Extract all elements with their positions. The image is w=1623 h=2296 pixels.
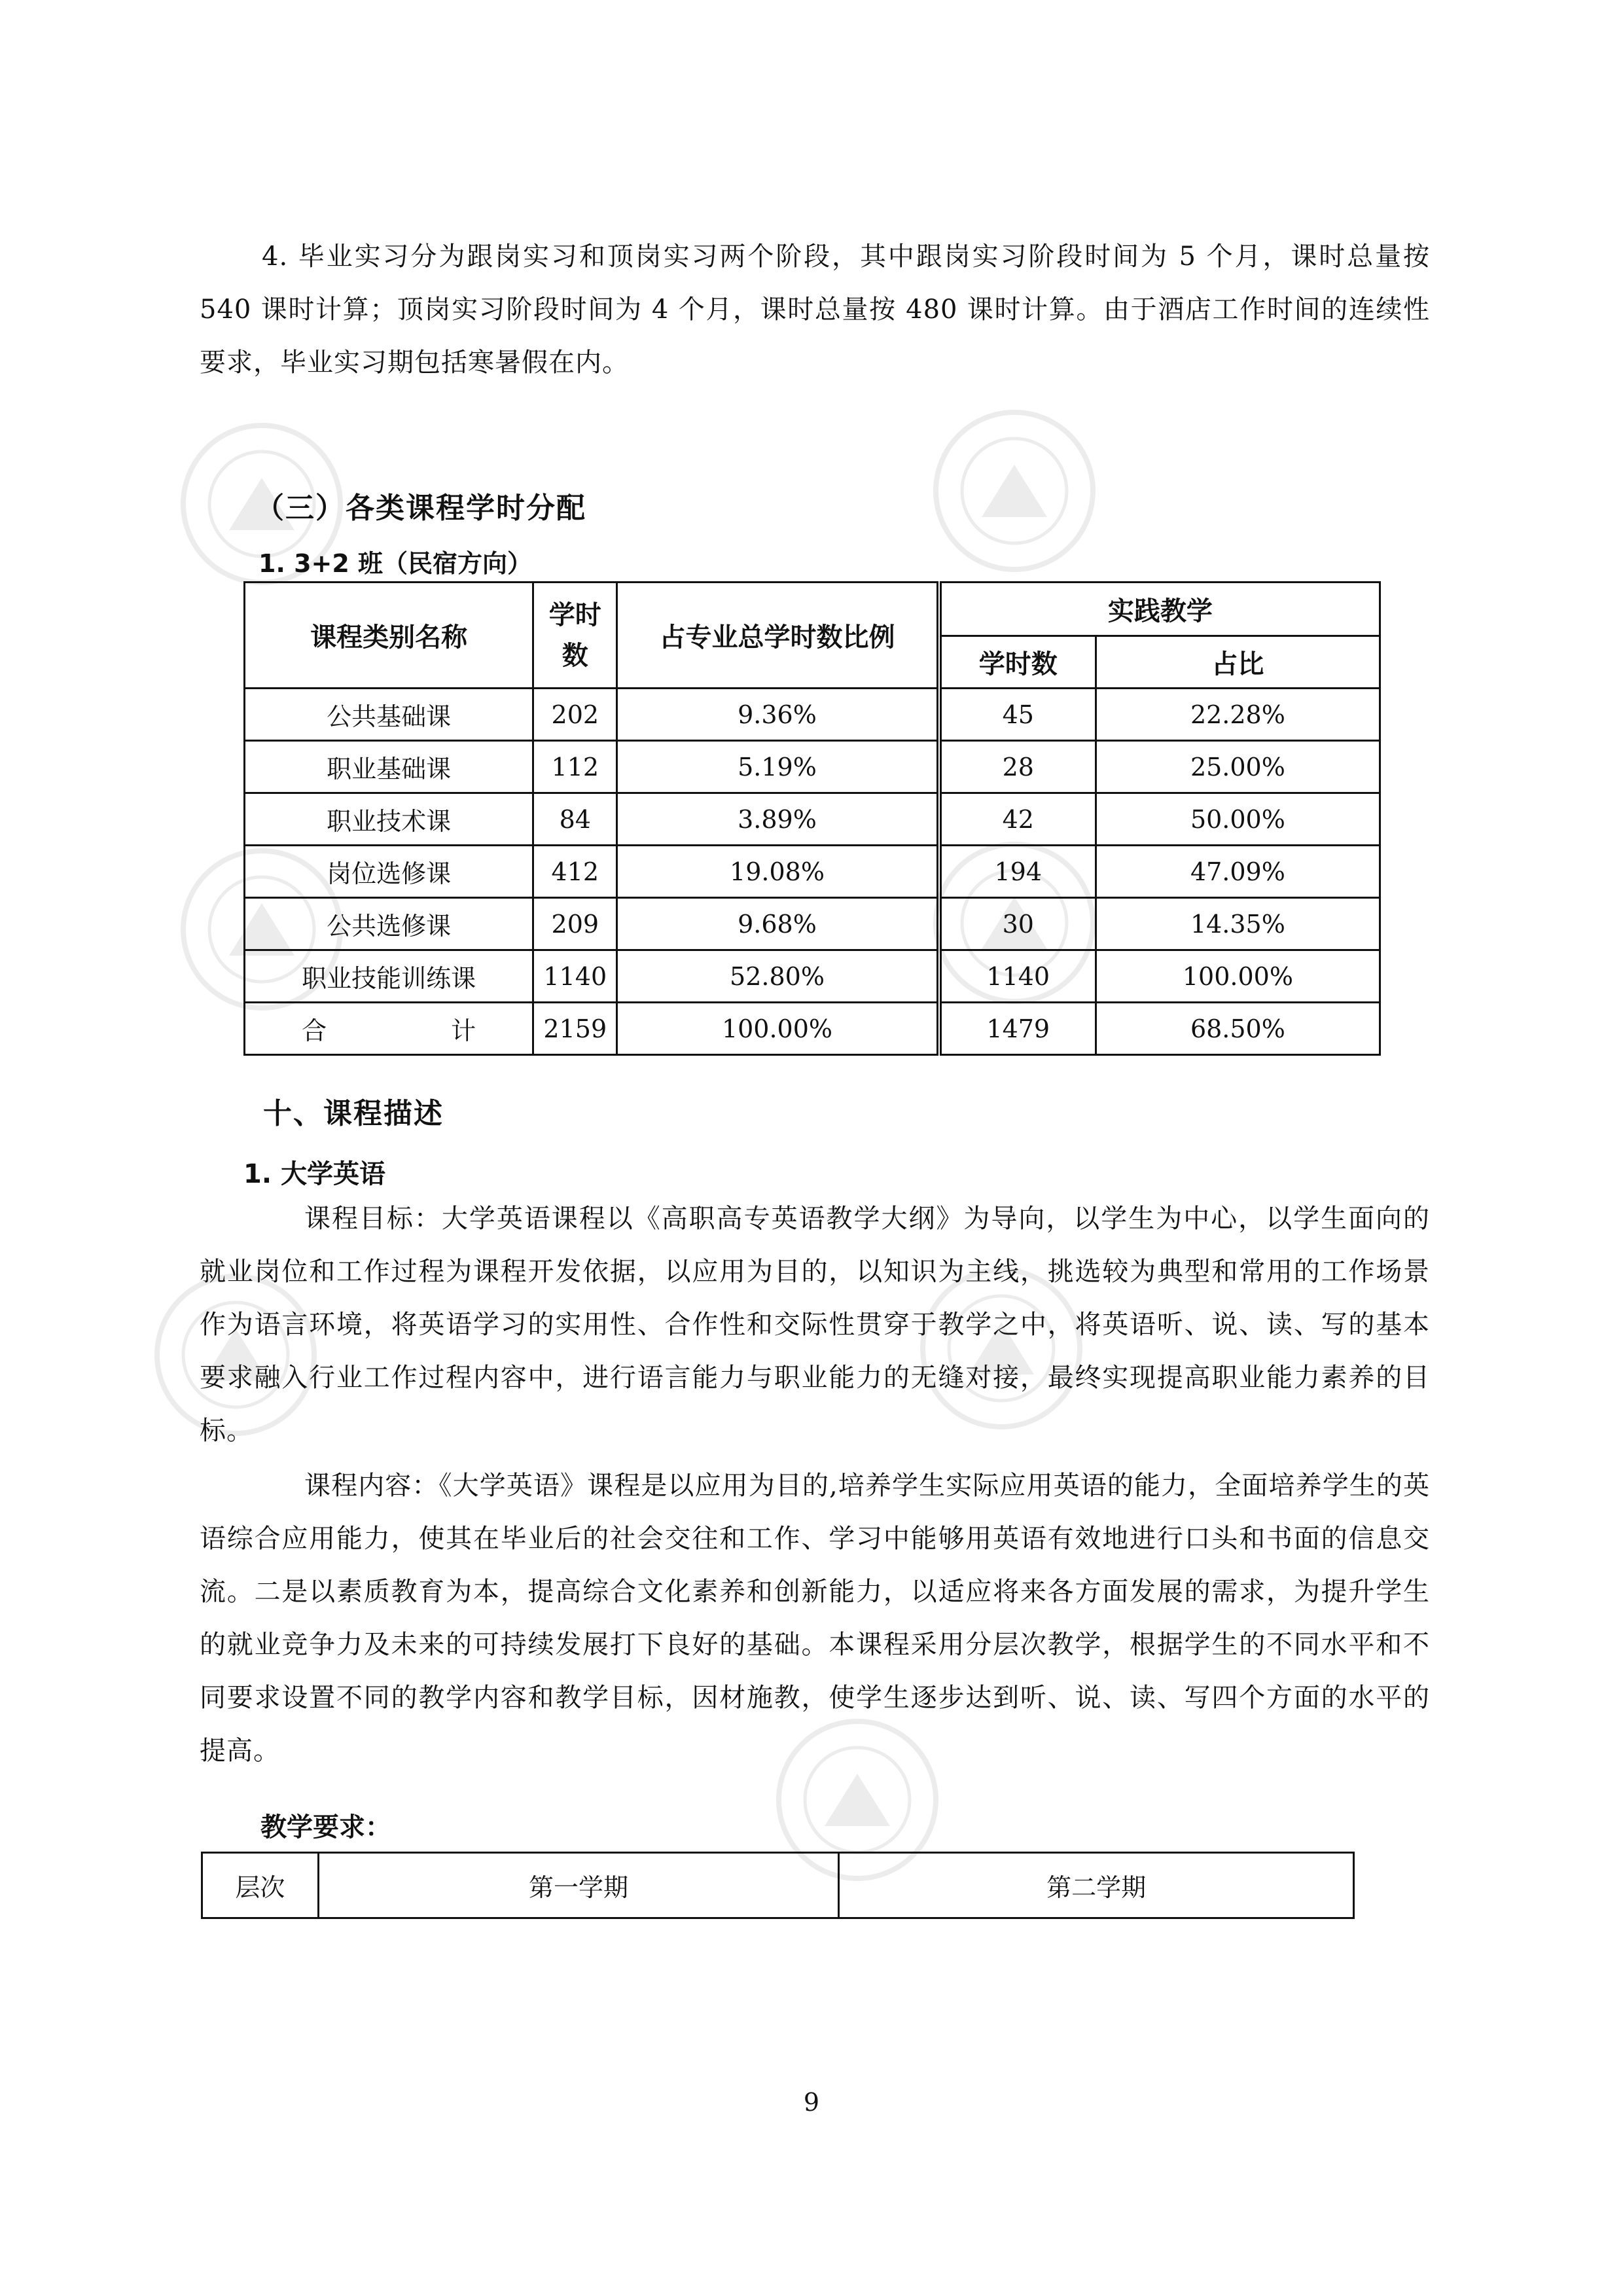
cell-name: 公共选修课 <box>245 898 533 950</box>
course-content-paragraph: 课程内容：《大学英语》课程是以应用为目的,培养学生实际应用英语的能力，全面培养学生的英语综合应用能力，使其在毕业后的社会交往和工作、学习中能够用英语有效地进行口头和书面的信息交流。二是以素质教育为本，提高综合文化素养和创新能力，以适应将来各方面发展的需求，为提升学生的就业竞争力及未来的可持续发展打下良好的基础。本课程采用分层次教学，根据学生的不同水平和不同要求设置不同的教学内容和教学目标，因材施教，使学生逐步达到听、说、读、写四个方面的水平的提高。 <box>200 1471 1430 1766</box>
table-row <box>245 898 1380 950</box>
cell-practice-ratio: 14.35% <box>1096 898 1380 950</box>
cell-practice-hours: 194 <box>939 846 1096 898</box>
table-row <box>245 741 1380 793</box>
cell-ratio: 9.68% <box>617 898 939 950</box>
cell-name: 职业技能训练课 <box>245 950 533 1003</box>
cell-hours: 112 <box>533 741 617 793</box>
cell-name: 职业基础课 <box>245 741 533 793</box>
cell-practice-hours: 42 <box>939 793 1096 846</box>
college-seal-watermark <box>929 406 1099 576</box>
cell-ratio: 19.08% <box>617 846 939 898</box>
page-number: 9 <box>803 2088 820 2117</box>
section-10-title: 十、课程描述 <box>263 1097 444 1130</box>
cell-hours: 412 <box>533 846 617 898</box>
header-practice-hours: 学时数 <box>939 636 1096 689</box>
cell-name: 职业技术课 <box>245 793 533 846</box>
table-row <box>245 950 1380 1003</box>
cell-hours: 1140 <box>533 950 617 1003</box>
cell-practice-hours: 45 <box>939 689 1096 741</box>
cell-hours: 2159 <box>533 1003 617 1055</box>
header-term-1: 第一学期 <box>318 1853 839 1918</box>
table-subtitle: 1. 3+2 班（民宿方向） <box>259 549 533 578</box>
cell-ratio: 100.00% <box>617 1003 939 1055</box>
header-term-2: 第二学期 <box>839 1853 1354 1918</box>
cell-practice-hours: 30 <box>939 898 1096 950</box>
header-hours: 学时数 <box>533 583 617 689</box>
cell-practice-ratio: 100.00% <box>1096 950 1380 1003</box>
total-label-right: 计 <box>451 1016 476 1045</box>
course-goal-paragraph: 课程目标：大学英语课程以《高职高专英语教学大纲》为导向，以学生为中心，以学生面向的就业岗位和工作过程为课程开发依据，以应用为目的，以知识为主线，挑选较为典型和常用的工作场景作为语言环境，将英语学习的实用性、合作性和交际性贯穿于教学之中，将英语听、说、读、写的基本要求融入行业工作过程内容中，进行语言能力与职业能力的无缝对接，最终实现提高职业能力素养的目标。 <box>200 1204 1430 1446</box>
cell-practice-ratio: 50.00% <box>1096 793 1380 846</box>
cell-practice-ratio: 47.09% <box>1096 846 1380 898</box>
paragraph-internship: 4. 毕业实习分为跟岗实习和顶岗实习两个阶段，其中跟岗实习阶段时间为 5 个月，课时总量按 540 课时计算；顶岗实习阶段时间为 4 个月，课时总量按 480 课时计算。由于酒店工作时间的连续性要求，毕业实习期包括寒暑假在内。 <box>200 242 1430 378</box>
header-practice: 实践教学 <box>939 583 1380 636</box>
header-ratio: 占专业总学时数比例 <box>617 583 939 689</box>
cell-practice-ratio: 68.50% <box>1096 1003 1380 1055</box>
course-1-title: 1. 大学英语 <box>243 1159 385 1189</box>
cell-ratio: 9.36% <box>617 689 939 741</box>
cell-practice-hours: 1479 <box>939 1003 1096 1055</box>
total-label-left: 合 <box>302 1016 327 1045</box>
teaching-requirements-table <box>201 1852 1355 1919</box>
course-hours-table <box>243 581 1381 1056</box>
cell-practice-ratio: 25.00% <box>1096 741 1380 793</box>
cell-hours: 202 <box>533 689 617 741</box>
cell-hours: 209 <box>533 898 617 950</box>
section-3-title: （三）各类课程学时分配 <box>255 492 586 525</box>
cell-practice-hours: 28 <box>939 741 1096 793</box>
cell-hours: 84 <box>533 793 617 846</box>
teaching-requirements-title: 教学要求： <box>260 1812 391 1842</box>
header-practice-ratio: 占比 <box>1096 636 1380 689</box>
cell-ratio: 3.89% <box>617 793 939 846</box>
cell-name: 岗位选修课 <box>245 846 533 898</box>
table-total-row <box>245 1003 1380 1055</box>
header-level: 层次 <box>202 1853 319 1918</box>
table-row <box>245 846 1380 898</box>
header-category: 课程类别名称 <box>245 583 533 689</box>
cell-ratio: 5.19% <box>617 741 939 793</box>
table-row <box>245 689 1380 741</box>
cell-practice-hours: 1140 <box>939 950 1096 1003</box>
cell-practice-ratio: 22.28% <box>1096 689 1380 741</box>
table-row <box>245 793 1380 846</box>
cell-ratio: 52.80% <box>617 950 939 1003</box>
cell-name: 公共基础课 <box>245 689 533 741</box>
